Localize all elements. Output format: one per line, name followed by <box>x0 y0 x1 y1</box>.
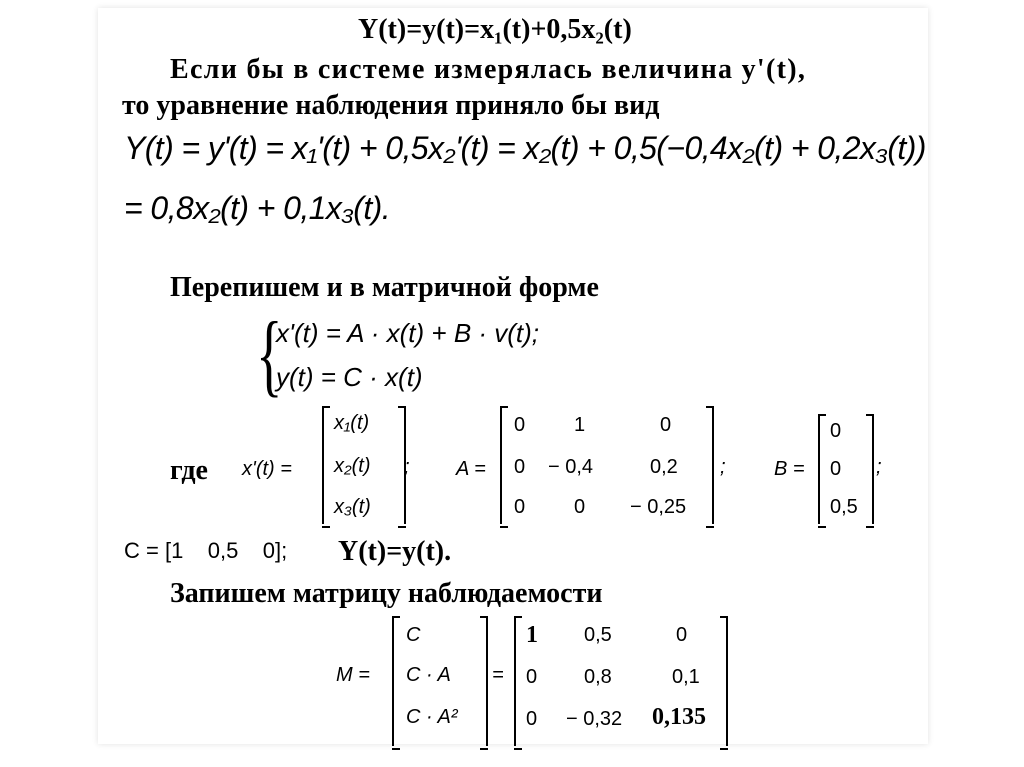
state-vector-entry: x₂(t) <box>334 455 371 477</box>
m-value-cell: 0,135 <box>652 704 706 730</box>
m-value-cell: − 0,32 <box>566 708 623 730</box>
m-matrix-lhs: M = <box>336 664 370 686</box>
m-value-cell: 0,5 <box>584 624 612 646</box>
observation-equation-result: = 0,8x₂(t) + 0,1x₃(t). <box>124 190 391 226</box>
a-matrix-cell: 1 <box>574 414 586 436</box>
where-label: где <box>170 455 208 486</box>
b-matrix-lhs: B = <box>774 458 805 480</box>
m-value-cell: 0 <box>526 666 538 688</box>
m-value-cell: 0,1 <box>672 666 700 688</box>
state-vector-entry: x₃(t) <box>334 496 371 518</box>
a-matrix-cell: 0 <box>514 414 526 436</box>
m-symbolic-cell: C · A² <box>406 706 458 728</box>
a-matrix-cell: 0 <box>660 414 672 436</box>
a-matrix-cell: 0 <box>574 496 586 518</box>
state-equation: x'(t) = A · x(t) + B · v(t); <box>276 318 540 348</box>
a-matrix-cell: − 0,4 <box>548 456 594 478</box>
observation-equation: Y(t) = y'(t) = x₁'(t) + 0,5x₂'(t) = x₂(t) + 0,5(−0,4x₂(t) + 0,2x₃(t)) <box>124 130 926 166</box>
a-matrix-lhs: A = <box>456 458 486 480</box>
b-matrix-cell: 0 <box>830 458 842 480</box>
paragraph-line-2: то уравнение наблюдения приняло бы вид <box>122 90 660 121</box>
b-matrix-cell: 0,5 <box>830 496 858 518</box>
system-brace: { <box>256 303 283 405</box>
observability-heading: Запишем матрицу наблюдаемости <box>170 578 603 609</box>
a-matrix-cell: − 0,25 <box>630 496 687 518</box>
m-value-cell: 0 <box>676 624 688 646</box>
output-identity: Y(t)=y(t). <box>338 536 452 567</box>
state-vector-entry: x₁(t) <box>334 412 370 434</box>
m-symbolic-cell: C · A <box>406 664 451 686</box>
semicolon: ; <box>720 456 726 478</box>
semicolon: ; <box>876 456 882 478</box>
a-matrix-cell: 0 <box>514 456 526 478</box>
b-matrix-cell: 0 <box>830 420 842 442</box>
title-formula: Y(t)=y(t)=x₁(t)+0,5x₂(t) <box>358 14 632 45</box>
m-value-cell: 0,8 <box>584 666 612 688</box>
m-value-cell: 0 <box>526 708 538 730</box>
a-matrix-cell: 0,2 <box>650 456 678 478</box>
semicolon: ; <box>404 456 410 478</box>
m-value-cell: 1 <box>526 622 538 648</box>
output-equation: y(t) = C · x(t) <box>276 362 423 392</box>
matrix-form-heading: Перепишем и в матричной форме <box>170 272 599 303</box>
a-matrix-cell: 0 <box>514 496 526 518</box>
xprime-lhs: x'(t) = <box>242 458 292 480</box>
m-symbolic-cell: C <box>406 624 421 646</box>
paragraph-line-1: Если бы в системе измерялась величина y'(t), <box>170 54 807 85</box>
c-row-vector: C = [1 0,5 0]; <box>124 538 288 563</box>
equals-sign: = <box>492 664 504 686</box>
